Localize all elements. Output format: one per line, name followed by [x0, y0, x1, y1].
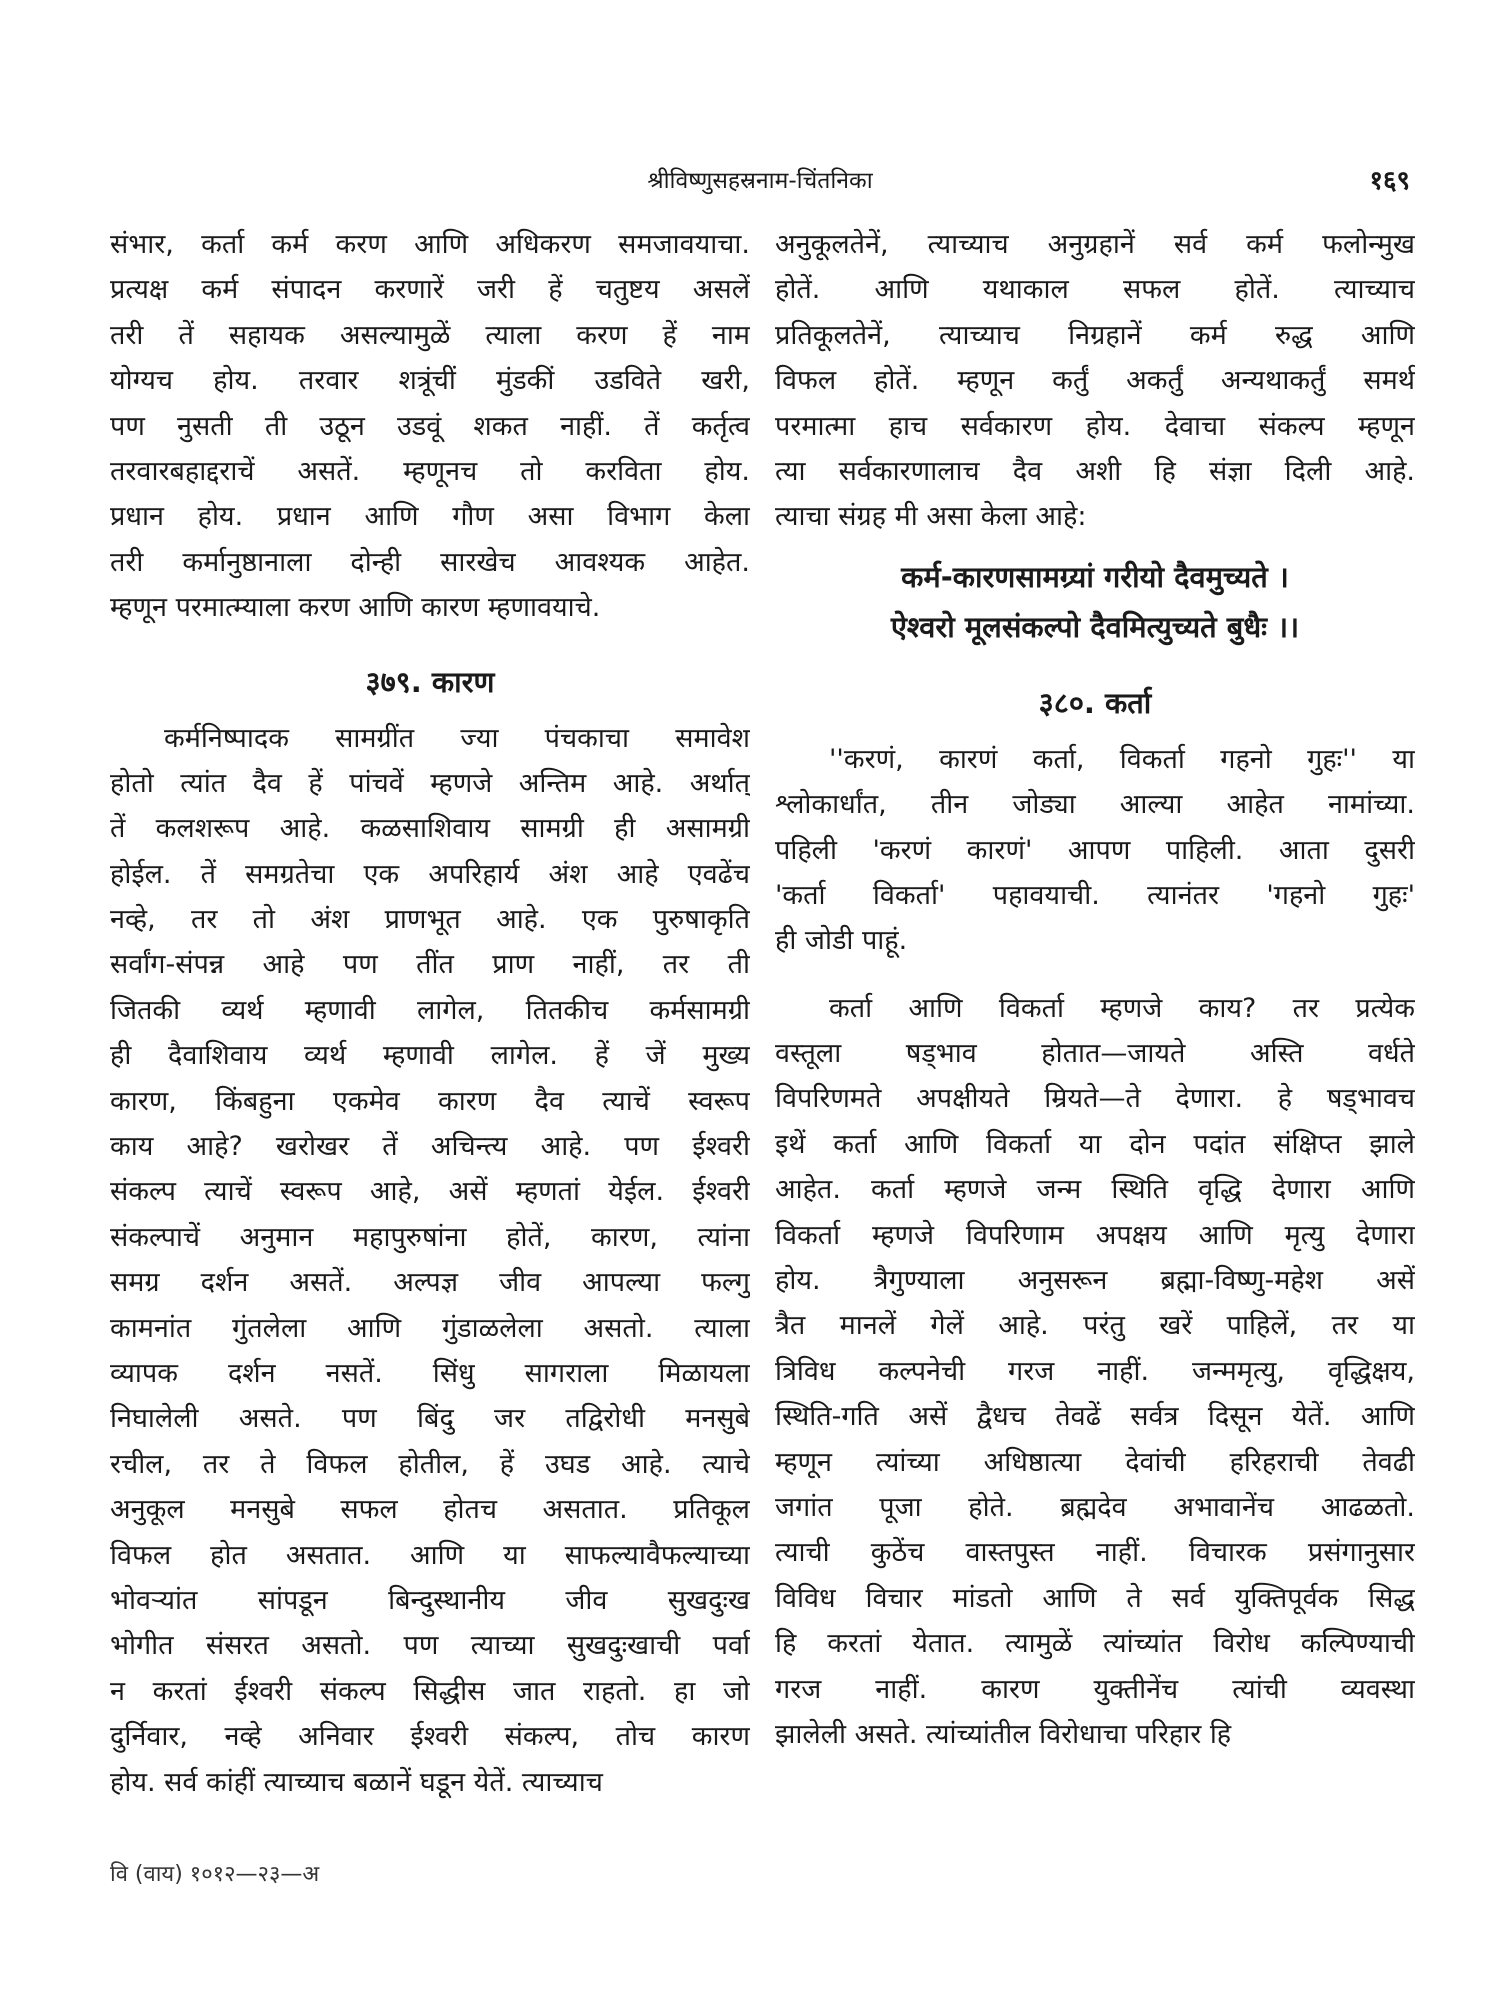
text-line: परमात्मा हाच सर्वकारण होय. देवाचा संकल्प म्हणून	[775, 410, 1415, 442]
text-line: योग्यच होय. तरवार शत्रूंचीं मुंडकीं उडविते खरी,	[110, 365, 750, 397]
text-line: श्लोकार्धांत, तीन जोड्या आल्या आहेत नामांच्या.	[775, 789, 1415, 821]
text-line: ही जोडी पाहूं.	[775, 925, 908, 957]
text-line: भोवऱ्यांत सांपडून बिन्दुस्थानीय जीव सुखदुःख	[110, 1584, 750, 1616]
text-line: विफल होत असतात. आणि या साफल्यावैफल्याच्या	[110, 1539, 750, 1571]
footer-code: वि (वाय) १०१२—२३—अ	[110, 1862, 320, 1887]
text-line: हि करतां येतात. त्यामुळें त्यांच्यांत विरोध कल्पिण्याची	[775, 1628, 1415, 1660]
text-line: संभार, कर्ता कर्म करण आणि अधिकरण समजावयाचा.	[110, 229, 750, 260]
text-line: होईल. तें समग्रतेचा एक अपरिहार्य अंश आहे एवढेंच	[110, 858, 750, 890]
text-line: पण नुसती ती उठून उडवूं शकत नाहीं. तें कर्तृत्व	[110, 410, 750, 442]
running-header-title: श्रीविष्णुसहस्रनाम-चिंतनिका	[647, 168, 873, 194]
text-line: त्रैत मानलें गेलें आहे. परंतु खरें पाहिलें, तर या	[775, 1310, 1415, 1342]
text-line: विकर्ता म्हणजे विपरिणाम अपक्षय आणि मृत्यु देणारा	[775, 1219, 1415, 1251]
section-heading-379: ३७९. कारण	[365, 664, 495, 699]
right-para-1	[775, 737, 1415, 964]
text-line: इथें कर्ता आणि विकर्ता या दोन पदांत संक्षिप्त झाले	[775, 1128, 1415, 1160]
text-line: प्रत्यक्ष कर्म संपादन करणारें जरी हें चतुष्टय असलें	[110, 274, 750, 306]
sanskrit-verse	[775, 552, 1415, 652]
text-line: तें कलशरूप आहे. कळसाशिवाय सामग्री ही असामग्री	[110, 813, 750, 845]
text-line: न करतां ईश्वरी संकल्प सिद्धीस जात राहतो. हा जो	[110, 1675, 750, 1707]
text-line: झालेली असते. त्यांच्यांतील विरोधाचा परिहार हि	[775, 1718, 1232, 1750]
text-line: म्हणून त्यांच्या अधिष्ठात्या देवांची हरिहराची तेवढी	[775, 1446, 1415, 1478]
text-line: 'कर्ता विकर्ता' पहावयाची. त्यानंतर 'गहनो गुहः'	[775, 879, 1415, 911]
text-line: रचील, तर ते विफल होतील, हें उघड आहे. त्याचे	[110, 1448, 750, 1480]
text-line: भोगीत संसरत असतो. पण त्याच्या सुखदुःखाची पर्वा	[110, 1630, 750, 1662]
text-line: संकल्प त्याचें स्वरूप आहे, असें म्हणतां येईल. ईश्वरी	[110, 1176, 750, 1208]
text-line: प्रधान होय. प्रधान आणि गौण असा विभाग केला	[110, 501, 750, 533]
text-line: त्याची कुठेंच वास्तपुस्त नाहीं. विचारक प्रसंगानुसार	[775, 1537, 1415, 1569]
left-column	[110, 222, 750, 1805]
text-line: त्याचा संग्रह मी असा केला आहे:	[775, 501, 1087, 533]
verse-line: ऐश्वरो मूलसंकल्पो दैवमित्युच्यते बुधैः ।।	[890, 609, 1300, 644]
text-line: त्रिविध कल्पनेची गरज नाहीं. जन्ममृत्यु, वृद्धिक्षय,	[775, 1355, 1415, 1387]
text-line: होय. सर्व कांहीं त्याच्याच बळानें घडून येतें. त्याच्याच	[110, 1766, 603, 1798]
text-line: म्हणून परमात्म्याला करण आणि कारण म्हणावयाचे.	[110, 592, 601, 624]
page-number: १६९	[1369, 166, 1410, 196]
text-line: ''करणं, कारणं कर्ता, विकर्ता गहनो गुहः'' या	[829, 743, 1415, 775]
text-line: दुर्निवार, नव्हे अनिवार ईश्वरी संकल्प, तोच कारण	[110, 1721, 750, 1753]
right-column	[775, 222, 1415, 1757]
text-line: जितकी व्यर्थ म्हणावी लागेल, तितकीच कर्मसामग्री	[110, 994, 750, 1026]
text-line: नव्हे, तर तो अंश प्राणभूत आहे. एक पुरुषाकृति	[110, 904, 750, 936]
text-line: अनुकूल मनसुबे सफल होतच असतात. प्रतिकूल	[110, 1494, 750, 1526]
text-line: तरी तें सहायक असल्यामुळें त्याला करण हें नाम	[110, 319, 750, 351]
text-line: ही दैवाशिवाय व्यर्थ म्हणावी लागेल. हें जें मुख्य	[110, 1040, 750, 1072]
text-line: तरवारबहाद्दराचें असतें. म्हणूनच तो करविता होय.	[110, 455, 750, 487]
text-line: व्यापक दर्शन नसतें. सिंधु सागराला मिळायला	[110, 1357, 750, 1389]
text-line: समग्र दर्शन असतें. अल्पज्ञ जीव आपल्या फल्गु	[110, 1267, 750, 1299]
text-line: विफल होतें. म्हणून कर्तुं अकर्तुं अन्यथाकर्तुं समर्थ	[775, 365, 1415, 397]
text-line: संकल्पाचें अनुमान महापुरुषांना होतें, कारण, त्यांना	[110, 1221, 750, 1253]
text-line: गरज नाहीं. कारण युक्तीनेंच त्यांची व्यवस्था	[775, 1673, 1415, 1705]
text-line: प्रतिकूलतेनें, त्याच्याच निग्रहानें कर्म रुद्ध आणि	[775, 319, 1415, 351]
text-line: स्थिति-गति असें द्वैधच तेवढें सर्वत्र दिसून येतें. आणि	[775, 1401, 1415, 1433]
text-line: अनुकूलतेनें, त्याच्याच अनुग्रहानें सर्व कर्म फलोन्मुख	[775, 229, 1415, 260]
text-line: काय आहे? खरोखर तें अचिन्त्य आहे. पण ईश्वरी	[110, 1131, 750, 1163]
text-line: होतें. आणि यथाकाल सफल होतें. त्याच्याच	[775, 274, 1415, 306]
right-intro	[775, 222, 1415, 540]
text-line: सर्वांग-संपन्न आहे पण तींत प्राण नाहीं, तर ती	[110, 949, 750, 981]
text-line: कर्ता आणि विकर्ता म्हणजे काय? तर प्रत्येक	[829, 992, 1415, 1024]
right-para-2	[775, 986, 1415, 1758]
section-heading-380: ३८०. कर्ता	[1038, 685, 1152, 720]
text-line: कारण, किंबहुना एकमेव कारण दैव त्याचें स्वरूप	[110, 1085, 750, 1117]
text-line: कामनांत गुंतलेला आणि गुंडाळलेला असतो. त्याला	[110, 1312, 750, 1344]
left-intro	[110, 222, 750, 631]
text-line: आहेत. कर्ता म्हणजे जन्म स्थिति वृद्धि देणारा आणि	[775, 1174, 1415, 1206]
text-line: होतो त्यांत दैव हें पांचवें म्हणजे अन्तिम आहे. अर्थात्	[110, 767, 750, 799]
text-line: होय. त्रैगुण्याला अनुसरून ब्रह्मा-विष्णु-महेश असें	[775, 1265, 1415, 1297]
text-line: कर्मनिष्पादक सामग्रींत ज्या पंचकाचा समावेश	[164, 722, 750, 754]
left-section-text	[110, 716, 750, 1805]
verse-line: कर्म-कारणसामग्र्यां गरीयो दैवमुच्यते ।	[901, 559, 1289, 594]
text-line: निघालेली असते. पण बिंदु जर तद्विरोधी मनसुबे	[110, 1403, 750, 1435]
text-line: जगांत पूजा होते. ब्रह्मदेव अभावानेंच आढळतो.	[775, 1491, 1415, 1523]
text-line: विपरिणमते अपक्षीयते म्रियते—ते देणारा. हे षड्भावच	[775, 1083, 1415, 1115]
text-line: पहिली 'करणं कारणं' आपण पाहिली. आता दुसरी	[775, 834, 1415, 866]
text-line: त्या सर्वकारणालाच दैव अशी हि संज्ञा दिली आहे.	[775, 455, 1415, 487]
text-line: वस्तूला षड्भाव होतात—जायते अस्ति वर्धते	[775, 1038, 1415, 1070]
text-line: तरी कर्मानुष्ठानाला दोन्ही सारखेच आवश्यक आहेत.	[110, 546, 750, 578]
text-line: विविध विचार मांडतो आणि ते सर्व युक्तिपूर्वक सिद्ध	[775, 1582, 1415, 1614]
